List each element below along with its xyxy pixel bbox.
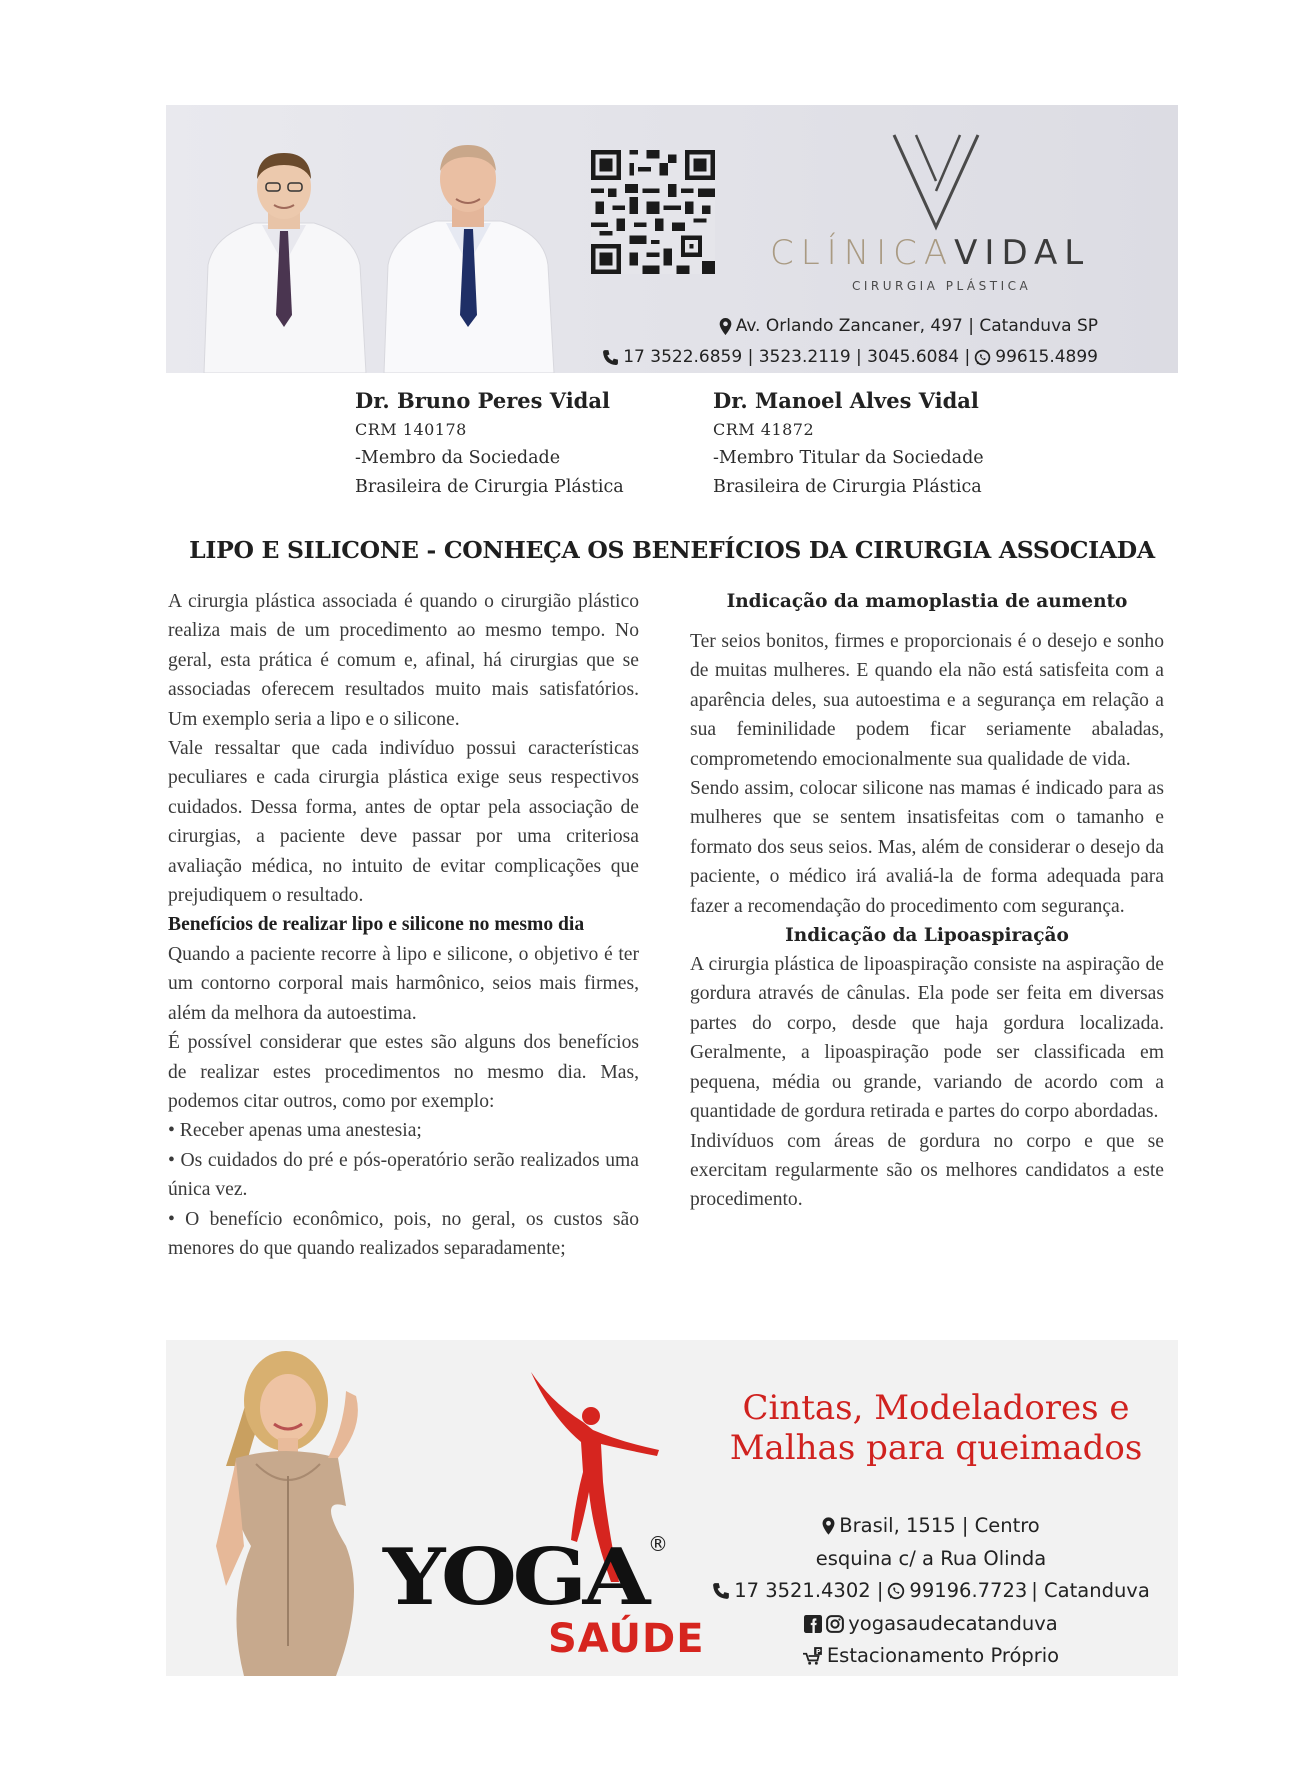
store-social: yogasaudecatanduva	[696, 1608, 1166, 1641]
doctor-bruno-photo	[194, 145, 374, 373]
clinic-name: CLÍNICAVIDAL	[770, 233, 1091, 273]
doctor-membership: -Membro da Sociedade	[355, 448, 561, 468]
whatsapp-icon	[887, 1582, 905, 1600]
instagram-icon	[826, 1615, 844, 1633]
phone-icon	[602, 349, 619, 366]
clinic-subtitle: CIRURGIA PLÁSTICA	[852, 279, 1032, 293]
doctor-manoel-photo	[376, 135, 561, 373]
store-address-corner: esquina c/ a Rua Olinda	[815, 1546, 1047, 1570]
list-item: • Receber apenas uma anestesia;	[168, 1120, 422, 1142]
article-column-right	[690, 587, 1164, 1215]
clinic-banner	[166, 105, 1178, 373]
doctor-crm: CRM 41872	[713, 420, 815, 439]
registered-mark: ®	[648, 1532, 668, 1556]
map-pin-icon	[719, 318, 732, 335]
paragraph: É possível considerar que estes são alguns dos benefícios de realizar estes procedimentos no mesmo dia. Mas, podemos citar outros, como por exemplo:	[168, 1032, 639, 1112]
svg-text:P: P	[815, 1648, 821, 1657]
map-pin-icon	[822, 1517, 835, 1535]
qr-code[interactable]	[591, 150, 715, 274]
yoga-saude-ad	[166, 1340, 1178, 1676]
doctor-membership: -Membro Titular da Sociedade	[713, 448, 984, 468]
clinic-address: Av. Orlando Zancaner, 497 | Catanduva SP	[719, 316, 1098, 336]
model-photo	[196, 1346, 396, 1676]
doctor-info-bruno	[355, 387, 675, 502]
doctor-name: Dr. Manoel Alves Vidal	[713, 388, 979, 413]
phone-icon	[712, 1582, 730, 1600]
store-contact-info	[696, 1510, 1166, 1673]
paragraph: Ter seios bonitos, firmes e proporcionais é o desejo e sonho de muitas mulheres. E quando ela não está satisfeita com a aparência deles, sua autoestima e a segurança em relação a sua feminilidade podem ficar seriamente abaladas, comprometendo emocionalmente sua qualidade de vida.	[690, 631, 1164, 770]
doctor-name: Dr. Bruno Peres Vidal	[355, 388, 610, 413]
whatsapp-icon	[974, 349, 991, 366]
section-heading: Indicação da Lipoaspiração	[785, 925, 1069, 947]
doctor-society: Brasileira de Cirurgia Plástica	[713, 477, 982, 497]
store-parking: P Estacionamento Próprio	[696, 1640, 1166, 1673]
clinic-v-logo	[886, 131, 986, 231]
paragraph: Vale ressaltar que cada indivíduo possui características peculiares e cada cirurgia plástica exige seus respectivos cuidados. Dessa forma, antes de optar pela associação de cirurgias, a paciente deve passar por uma criteriosa avaliação médica, no intuito de evitar complicações que prejudiquem o resultado.	[168, 738, 639, 907]
paragraph: Quando a paciente recorre à lipo e silicone, o objetivo é ter um contorno corporal mais harmônico, seios mais firmes, além da melhora da autoestima.	[168, 943, 639, 1024]
article-title: LIPO E SILICONE - CONHEÇA OS BENEFÍCIOS DA CIRURGIA ASSOCIADA	[189, 536, 1155, 564]
doctor-crm: CRM 140178	[355, 420, 467, 439]
store-address: Brasil, 1515 | Centro	[696, 1510, 1166, 1543]
paragraph: A cirurgia plástica associada é quando o cirurgião plástico realiza mais de um procedimento ao mesmo tempo. No geral, esta prática é comum e, afinal, há cirurgias que se associadas oferecem resultados muito mais satisfatórios. Um exemplo seria a lipo e o silicone.	[168, 591, 639, 730]
brand-subtitle: SAÚDE	[548, 1616, 705, 1662]
article-column-left	[168, 587, 639, 1263]
list-item: • Os cuidados do pré e pós-operatório serão realizados uma única vez.	[168, 1149, 639, 1201]
doctor-society: Brasileira de Cirurgia Plástica	[355, 477, 624, 497]
section-heading: Benefícios de realizar lipo e silicone no mesmo dia	[168, 914, 585, 936]
parking-cart-icon	[803, 1647, 823, 1665]
section-heading: Indicação da mamoplastia de aumento	[726, 591, 1128, 612]
brand-wordmark: YOGA	[383, 1532, 646, 1623]
store-phones: 17 3521.4302 | 99196.7723 | Catanduva	[696, 1575, 1166, 1608]
ad-headline: Cintas, Modeladores e Malhas para queimados	[729, 1388, 1143, 1468]
list-item: • O benefício econômico, pois, no geral, os custos são menores do que quando realizados separadamente;	[168, 1208, 639, 1259]
paragraph: Sendo assim, colocar silicone nas mamas é indicado para as mulheres que se sentem insatisfeitas com o tamanho e formato dos seus seios. Mas, além de considerar o desejo da paciente, o médico irá avaliá-la de forma adequada para fazer a recomendação do procedimento com segurança.	[690, 778, 1164, 917]
clinic-phones: 17 3522.6859 | 3523.2119 | 3045.6084 | 99615.4899	[602, 347, 1098, 367]
doctor-info-manoel	[713, 387, 1033, 502]
paragraph: A cirurgia plástica de lipoaspiração consiste na aspiração de gordura através de cânulas. Ela pode ser feita em diversas partes do corpo, desde que haja gordura localizada. Geralmente, a lipoaspiração pode ser classificada em pequena, média ou grande, variando de acordo com a quantidade de gordura retirada e partes do corpo abordadas.	[690, 954, 1164, 1123]
paragraph: Indivíduos com áreas de gordura no corpo e que se exercitam regularmente são os melhores candidatos a este procedimento.	[690, 1130, 1164, 1211]
facebook-icon	[804, 1615, 822, 1633]
